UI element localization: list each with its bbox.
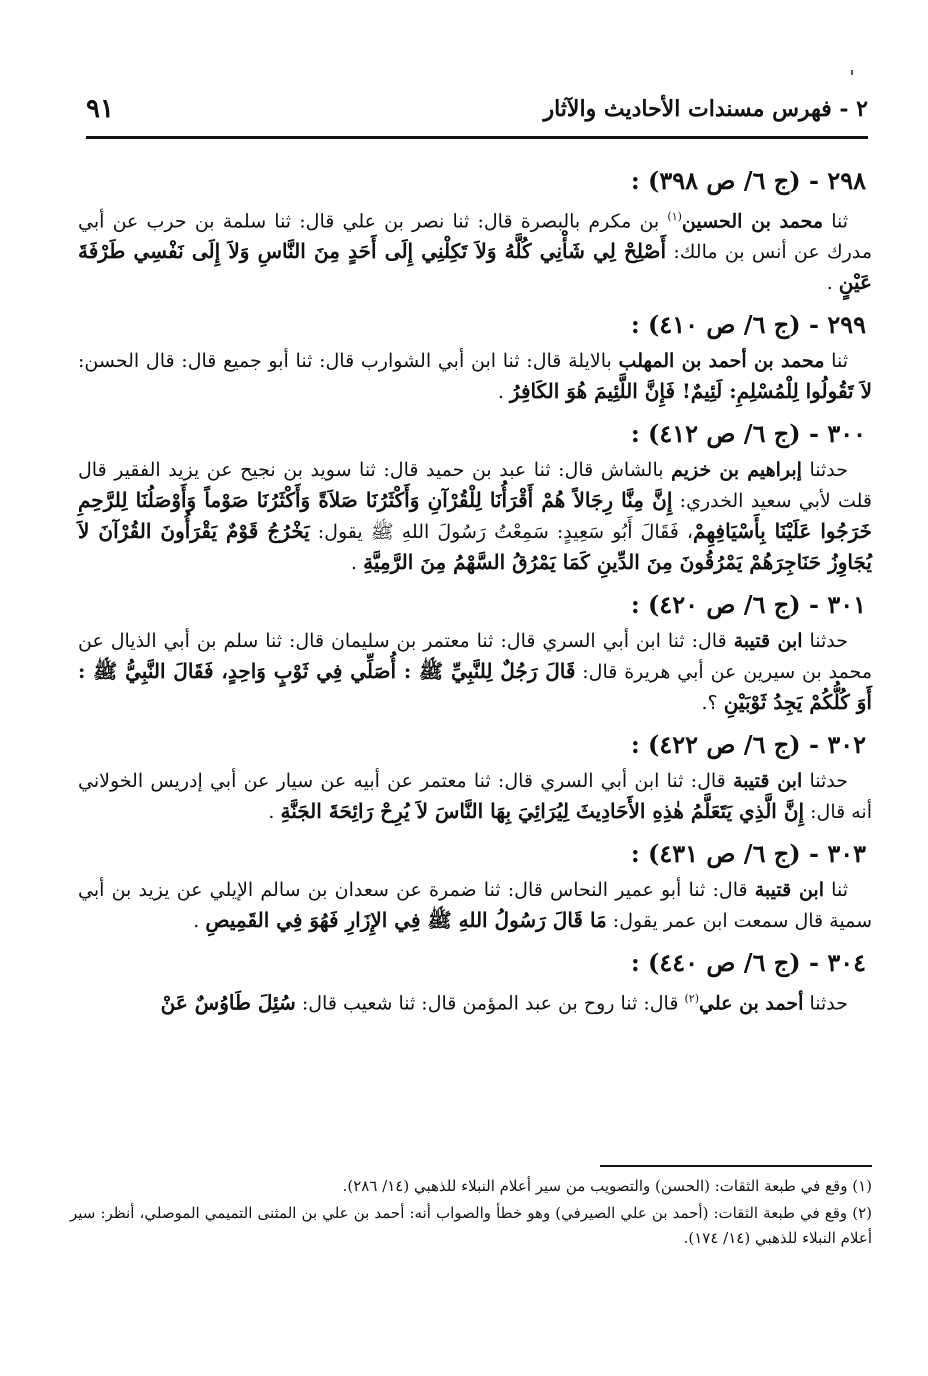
page-header [86,92,868,132]
footnote-1: (١) وقع في طبعة الثقات: (الحسن) والتصويب من سير أعلام النبلاء للذهبي (١٤/ ٢٨٦). [342,1177,872,1195]
entry-heading: ٢٩٩ - (ج ٦/ ص ٤١٠) : [630,310,866,340]
entry-heading: ٢٩٨ - (ج ٦/ ص ٣٩٨) : [630,166,866,195]
entry-text [78,455,872,578]
entry-text [78,346,872,407]
chain-text: حدثنا [803,992,848,1015]
entry-text [78,202,872,298]
hadith-text: يَخْرُجُ قَوْمٌ يَقْرَأُونَ القُرْآنَ لاَ يُجَاوِزُ حَنَاجِرَهُمْ يَمْرُقُونَ مِنَ الدِّينِ كَمَا يَمْرُقُ السَّهْمُ مِنَ الرَّمِيَّةِ [78,519,872,575]
entry-299 [78,304,872,407]
main-text [78,160,872,1025]
footnote-2: (٢) وقع في طبعة الثقات: (أحمد بن علي الصيرفي) وهو خطأ والصواب أنه: أحمد بن علي بن المثنى التميمي الموصلي، أنظر: سير أعلام النبلاء للذهبي (١٤/ ١٧٤). [70,1204,872,1247]
entry-heading: ٣٠١ - (ج ٦/ ص ٤٢٠) : [630,590,866,620]
chain-text: بن مكرم بالبصرة قال: ثنا نصر بن علي قال: ثنا سلمة بن حرب عن أبي مدرك عن أنس بن مالك: [78,210,872,264]
end-mark: . [351,552,364,575]
hadith-text: سُئِلَ طَاوُسٌ عَنْ [160,990,296,1015]
entry-301 [78,584,872,718]
chain-text: حدثنا [802,630,848,653]
entry-303 [78,833,872,936]
narrator-name: محمد بن أحمد بن المهلب [618,350,825,373]
narrator-name: ابن قتيبة [733,630,803,653]
end-mark: . [193,910,206,933]
entry-text [78,626,872,718]
chain-text: بالايلة قال: ثنا ابن أبي الشوارب قال: ثنا أبو جميع قال: قال الحسن: [78,350,619,373]
narrator-name: أحمد بن علي [698,992,804,1015]
running-title: ٢ - فهرس مسندات الأحاديث والآثار [543,96,868,122]
hadith-text: إِنَّ مِنَّا رِجَالاً هُمْ أَقْرَأُنَا لِلْقُرْآنِ وَأَكْثَرُنَا صَلاَةً وَأَكْثَرُنَا صَوْماً وَأَوْصَلُنَا لِلرَّحِمِ خَرَجُوا عَلَيْنَا بِأَسْيَافِهِمْ [78,488,872,544]
chain-text: قال: ثنا ابن أبي السري قال: ثنا معتمر بن سليمان قال: ثنا سلم بن أبي الذيال عن محمد بن سيرين عن أبي هريرة قال: [78,630,873,684]
entry-298 [78,160,872,298]
entry-302 [78,724,872,827]
entry-heading: ٣٠٤ - (ج ٦/ ص ٤٤٠) : [630,948,866,978]
entry-heading: ٣٠٢ - (ج ٦/ ص ٤٢٢) : [630,730,866,760]
chain-text: بالشاش قال: ثنا عبد بن حميد قال: ثنا سويد بن نجيح عن يزيد الفقير قال قلت لأبي سعيد الخدري: [78,459,872,513]
narrator-name: محمد بن الحسين [681,210,824,233]
entry-text [78,875,872,936]
chain-text: قال: ثنا ابن أبي السري قال: ثنا معتمر عن أبيه عن سيار عن أبي إدريس الخولاني أنه قال: [78,770,872,824]
chain-text: ، فَقَالَ أَبُو سَعِيدٍ: سَمِعْتُ رَسُولَ اللهِ ﷺ يقول: [309,521,694,544]
chain-text: ثنا [824,879,848,902]
page-number: ٩١ [86,94,114,124]
entry-heading: ٣٠٠ - (ج ٦/ ص ٤١٢) : [630,419,866,449]
chain-text: حدثنا [801,459,848,482]
footnotes [70,1174,872,1253]
narrator-name: ابن قتيبة [754,879,824,902]
hadith-text: إِنَّ الَّذِي يَتَعَلَّمُ هٰذِهِ الأَحَادِيثَ لِيُرَائِيَ بِهَا النَّاسَ لاَ يُرِحْ رَائِحَةَ الجَنَّةِ [280,799,805,824]
hadith-text: أَصْلِحْ لِي شَأْنِي كُلَّهُ وَلاَ تَكِلْنِي إِلَى أَحَدٍ مِنَ النَّاسِ وَلاَ إِلَى نَفْسِي طَرْفَةَ عَيْنٍ [78,239,872,295]
footnote-rule [600,1165,872,1167]
entry-heading: ٣٠٣ - (ج ٦/ ص ٤٣١) : [630,839,866,869]
end-mark: . [826,272,839,295]
chain-text: قال: ثنا أبو عمير النحاس قال: ثنا ضمرة عن سعدان بن سالم الإيلي عن يزيد بن أبي سمية قال سمعت ابن عمر يقول: [78,879,872,933]
end-mark: . [497,381,510,404]
entry-text [78,766,872,827]
page-mark [851,70,853,75]
hadith-text: لاَ تَقُولُوا لِلْمُسْلِمِ: لَئِيمٌ! فَإِنَّ اللَّئِيمَ هُوَ الكَافِرُ [509,379,872,404]
chain-text: ثنا [824,350,848,373]
narrator-name: إبراهيم بن خزيم [671,459,802,482]
entry-300 [78,413,872,578]
narrator-name: ابن قتيبة [732,770,803,793]
chain-text: حدثنا [802,770,848,793]
end-mark: . [268,801,281,824]
entry-304 [78,942,872,1018]
header-rule [86,136,868,139]
footnote-ref: (٢) [684,992,699,1006]
hadith-text: قَالَ رَجُلٌ لِلنَّبِيِّ ﷺ : أُصَلِّي فِي ثَوْبٍ وَاحِدٍ، فَقَالَ النَّبِيُّ ﷺ : أَوَ كُلُّكُمْ يَجِدُ ثَوْبَيْنِ [78,659,872,715]
chain-text: قال: ثنا روح بن عبد المؤمن قال: ثنا شعيب قال: [295,992,685,1015]
chain-text: ثنا [823,210,849,233]
footnote-ref: (١) [667,210,682,223]
end-mark: ؟. [701,692,724,715]
hadith-text: مَا قَالَ رَسُولُ اللهِ ﷺ فِي الإِزَارِ فَهُوَ فِي القَمِيصِ [205,908,607,933]
entry-text [78,984,872,1018]
